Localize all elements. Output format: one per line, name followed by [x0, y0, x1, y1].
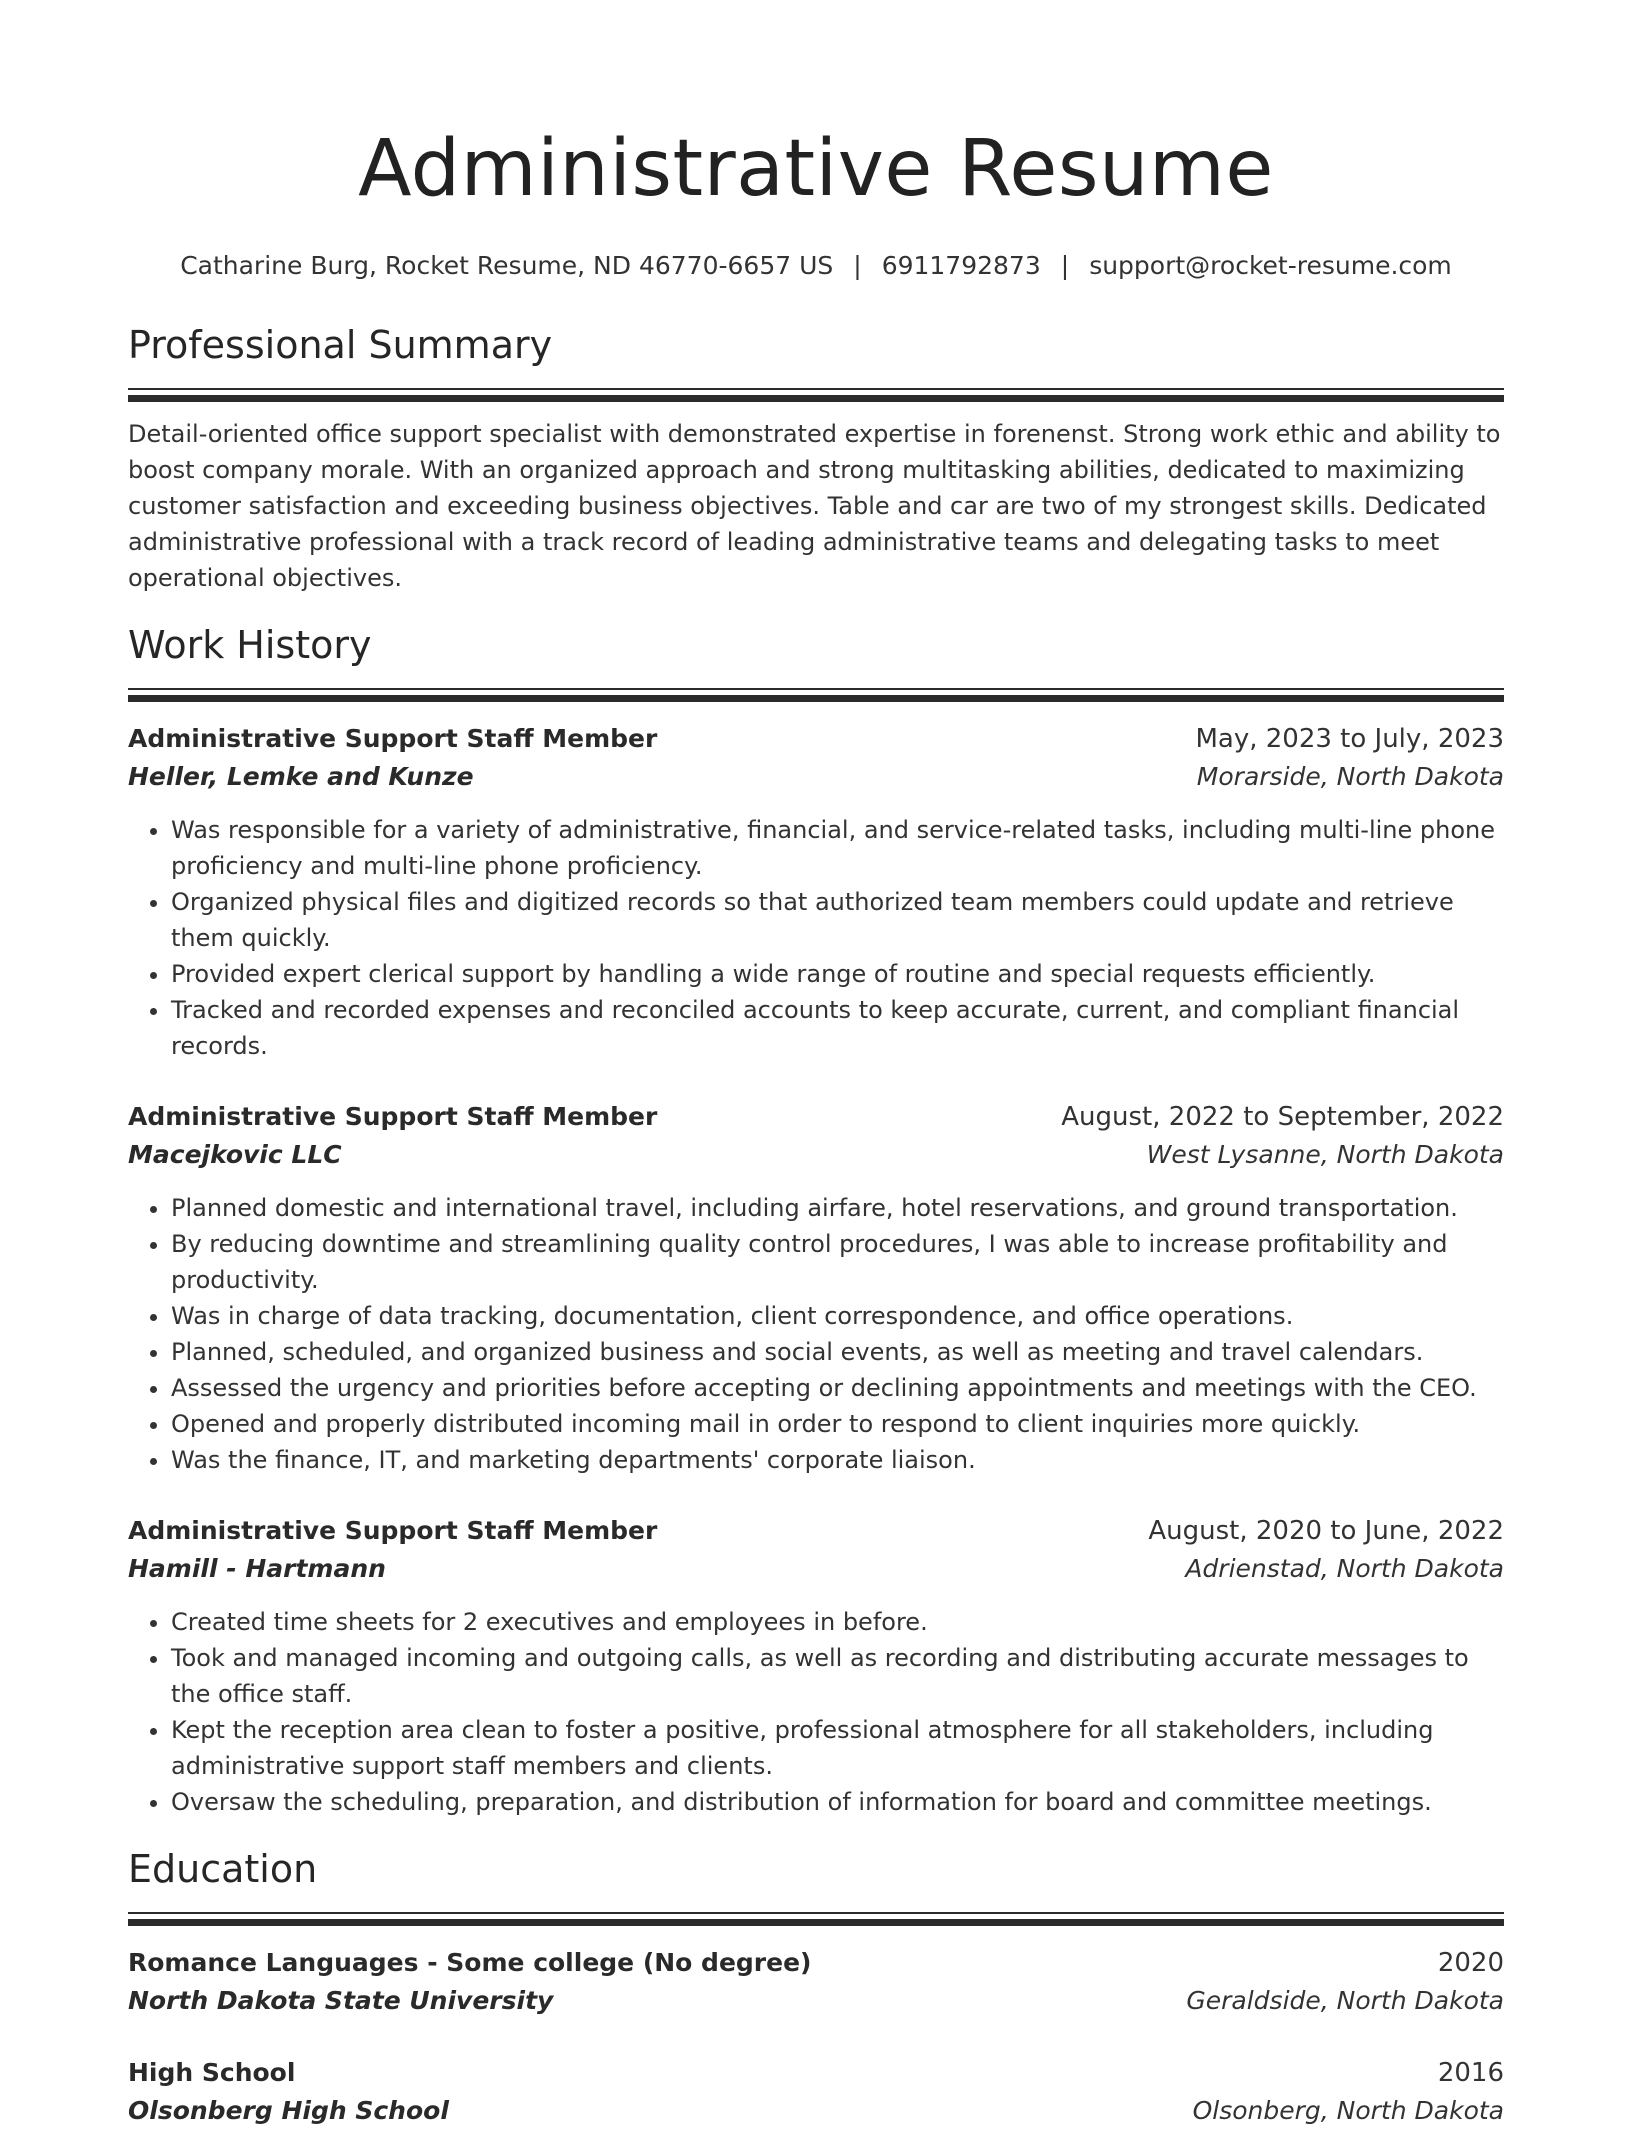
job-bullet: • Was in charge of data tracking, documentation, client correspondence, and office operations. — [171, 1298, 1504, 1334]
contact-address: Catharine Burg, Rocket Resume, ND 46770-6657 US — [180, 251, 834, 280]
contact-email: support@rocket-resume.com — [1089, 251, 1452, 280]
education-entry — [128, 1944, 1504, 2020]
section-rule-thin — [128, 1912, 1504, 1914]
contact-separator: | — [853, 251, 862, 280]
education-entry — [128, 2054, 1504, 2130]
job-bullet: • Created time sheets for 2 executives and employees in before. — [171, 1604, 1504, 1640]
summary-heading: Professional Summary — [128, 323, 553, 367]
work-history-heading: Work History — [128, 623, 372, 667]
job-bullet: • Oversaw the scheduling, preparation, and distribution of information for board and committee meetings. — [171, 1784, 1504, 1820]
job-location: West Lysanne, North Dakota — [1146, 1140, 1504, 1169]
job-location: Morarside, North Dakota — [1196, 762, 1504, 791]
job-title: Administrative Support Staff Member — [128, 1516, 658, 1545]
job-bullets — [128, 812, 1504, 1064]
job-title: Administrative Support Staff Member — [128, 1102, 658, 1131]
summary-section — [128, 320, 1504, 596]
education-year: 2020 — [1437, 1948, 1504, 1978]
job-bullet: • Organized physical files and digitized records so that authorized team members could update and retrieve them quickly. — [171, 884, 1504, 956]
contact-line — [128, 248, 1504, 284]
education-year: 2016 — [1437, 2058, 1504, 2088]
education-location: Geraldside, North Dakota — [1186, 1986, 1504, 2015]
education-degree: Romance Languages - Some college (No degree) — [128, 1948, 812, 1977]
job-company: Heller, Lemke and Kunze — [128, 762, 474, 791]
job-entry — [128, 1098, 1504, 1478]
section-rule-thin — [128, 388, 1504, 390]
job-company: Macejkovic LLC — [128, 1140, 342, 1169]
job-bullet: • Kept the reception area clean to foster a positive, professional atmosphere for all stakeholders, including administrative support staff members and clients. — [171, 1712, 1504, 1784]
summary-text: Detail-oriented office support specialist with demonstrated expertise in forenenst. Strong work ethic and ability to boost company morale. With an organized approach and strong multitasking abilities, dedicated to maximizing customer satisfaction and exceeding business objectives. Table and car are two of my strongest skills. Dedicated administrative professional with a track record of leading administrative teams and delegating tasks to meet operational objectives. — [128, 420, 1501, 592]
job-bullet: • Provided expert clerical support by handling a wide range of routine and special requests efficiently. — [171, 956, 1504, 992]
job-bullet: • Took and managed incoming and outgoing calls, as well as recording and distributing accurate messages to the office staff. — [171, 1640, 1504, 1712]
education-school: North Dakota State University — [128, 1986, 554, 2015]
job-entry — [128, 720, 1504, 1064]
contact-phone: 6911792873 — [881, 251, 1041, 280]
job-bullet: • Opened and properly distributed incoming mail in order to respond to client inquiries more quickly. — [171, 1406, 1504, 1442]
section-rule-thin — [128, 688, 1504, 690]
job-bullets — [128, 1604, 1504, 1820]
work-history-section — [128, 620, 1504, 1820]
job-company: Hamill - Hartmann — [128, 1554, 386, 1583]
job-dates: August, 2022 to September, 2022 — [1061, 1102, 1504, 1132]
job-title: Administrative Support Staff Member — [128, 724, 658, 753]
section-rule-thick — [128, 395, 1504, 402]
contact-separator: | — [1060, 251, 1070, 280]
job-bullet: • Planned domestic and international travel, including airfare, hotel reservations, and ground transportation. — [171, 1190, 1504, 1226]
job-bullet: • By reducing downtime and streamlining quality control procedures, I was able to increase profitability and productivity. — [171, 1226, 1504, 1298]
job-location: Adrienstad, North Dakota — [1185, 1554, 1504, 1583]
job-dates: August, 2020 to June, 2022 — [1148, 1516, 1504, 1546]
section-rule-thick — [128, 1919, 1504, 1926]
resume-title: Administrative Resume — [358, 124, 1274, 214]
job-dates: May, 2023 to July, 2023 — [1195, 724, 1504, 754]
education-location: Olsonberg, North Dakota — [1192, 2096, 1504, 2125]
education-school: Olsonberg High School — [128, 2096, 449, 2125]
job-bullet: • Was the finance, IT, and marketing departments' corporate liaison. — [171, 1442, 1504, 1478]
education-heading: Education — [128, 1847, 318, 1891]
section-rule-thick — [128, 695, 1504, 702]
job-bullet: • Assessed the urgency and priorities before accepting or declining appointments and meetings with the CEO. — [171, 1370, 1504, 1406]
job-bullet: • Tracked and recorded expenses and reconciled accounts to keep accurate, current, and compliant financial records. — [171, 992, 1504, 1064]
job-bullets — [128, 1190, 1504, 1478]
job-bullet: • Was responsible for a variety of administrative, financial, and service-related tasks, including multi-line phone proficiency and multi-line phone proficiency. — [171, 812, 1504, 884]
job-entry — [128, 1512, 1504, 1820]
job-bullet: • Planned, scheduled, and organized business and social events, as well as meeting and travel calendars. — [171, 1334, 1504, 1370]
education-section — [128, 1844, 1504, 2130]
education-degree: High School — [128, 2058, 296, 2087]
